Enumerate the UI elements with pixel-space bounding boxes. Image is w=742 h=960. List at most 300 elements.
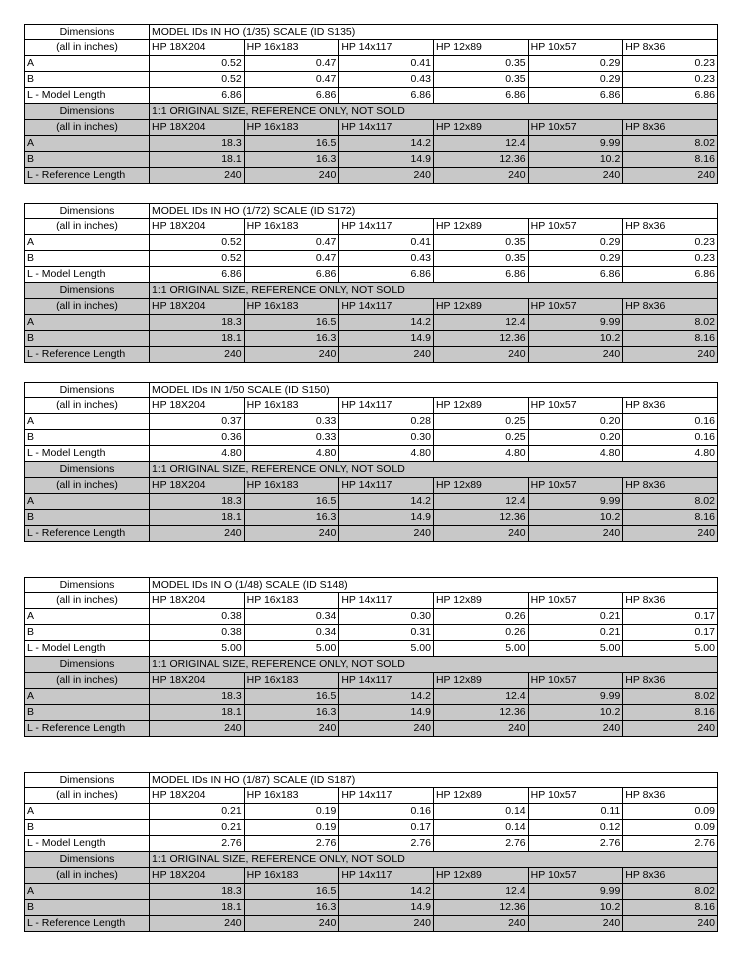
reference-column-header-row bbox=[24, 868, 718, 884]
table-cell: 0.52 bbox=[150, 56, 245, 72]
reference-row bbox=[24, 168, 718, 184]
table-cell: 0.09 bbox=[623, 804, 718, 820]
table-cell: 0.31 bbox=[339, 625, 434, 641]
column-header-row bbox=[24, 398, 718, 414]
table-row bbox=[24, 836, 718, 852]
table-cell: 16.5 bbox=[245, 315, 340, 331]
table-cell: 2.76 bbox=[529, 836, 624, 852]
table-cell: 8.02 bbox=[623, 884, 718, 900]
table-cell: 0.12 bbox=[529, 820, 624, 836]
scale-title: MODEL IDs IN 1/50 SCALE (ID S150) bbox=[150, 382, 718, 398]
column-header: HP 16x183 bbox=[245, 40, 340, 56]
table-cell: 16.5 bbox=[245, 689, 340, 705]
row-label: B bbox=[24, 625, 150, 641]
table-cell: 8.16 bbox=[623, 510, 718, 526]
column-header: HP 16x183 bbox=[245, 398, 340, 414]
table-cell: 18.1 bbox=[150, 510, 245, 526]
table-cell: 9.99 bbox=[529, 315, 624, 331]
table-cell: 240 bbox=[529, 347, 624, 363]
table-cell: 0.47 bbox=[245, 235, 340, 251]
table-row bbox=[24, 609, 718, 625]
dimensions-header: Dimensions bbox=[24, 24, 150, 40]
table-row bbox=[24, 88, 718, 104]
column-header: HP 12x89 bbox=[434, 593, 529, 609]
table-cell: 240 bbox=[339, 526, 434, 542]
column-header: HP 10x57 bbox=[529, 219, 624, 235]
column-header: HP 12x89 bbox=[434, 673, 529, 689]
table-cell: 12.4 bbox=[434, 315, 529, 331]
table-cell: 0.26 bbox=[434, 625, 529, 641]
reference-column-header-row bbox=[24, 120, 718, 136]
table-cell: 240 bbox=[339, 347, 434, 363]
row-label: B bbox=[24, 820, 150, 836]
table-cell: 0.29 bbox=[529, 72, 624, 88]
table-cell: 12.36 bbox=[434, 331, 529, 347]
table-cell: 6.86 bbox=[434, 267, 529, 283]
table-cell: 0.33 bbox=[245, 414, 340, 430]
table-cell: 10.2 bbox=[529, 510, 624, 526]
column-header: HP 8x36 bbox=[623, 398, 718, 414]
column-header: HP 18X204 bbox=[150, 673, 245, 689]
table-cell: 240 bbox=[529, 168, 624, 184]
table-cell: 16.3 bbox=[245, 900, 340, 916]
table-cell: 2.76 bbox=[434, 836, 529, 852]
row-label: B bbox=[24, 152, 150, 168]
column-header: HP 12x89 bbox=[434, 478, 529, 494]
column-header: HP 12x89 bbox=[434, 398, 529, 414]
row-label: A bbox=[24, 414, 150, 430]
table-cell: 4.80 bbox=[529, 446, 624, 462]
column-header: HP 12x89 bbox=[434, 868, 529, 884]
table-cell: 6.86 bbox=[434, 88, 529, 104]
table-cell: 0.16 bbox=[623, 430, 718, 446]
table-cell: 0.33 bbox=[245, 430, 340, 446]
table-header-row bbox=[24, 772, 718, 788]
table-cell: 0.19 bbox=[245, 804, 340, 820]
table-row bbox=[24, 625, 718, 641]
table-cell: 240 bbox=[245, 721, 340, 737]
table-cell: 240 bbox=[150, 168, 245, 184]
table-cell: 0.25 bbox=[434, 414, 529, 430]
table-cell: 240 bbox=[434, 168, 529, 184]
column-header-row bbox=[24, 788, 718, 804]
dimensions-header: Dimensions bbox=[24, 577, 150, 593]
table-cell: 16.5 bbox=[245, 136, 340, 152]
table-row bbox=[24, 267, 718, 283]
table-cell: 8.16 bbox=[623, 331, 718, 347]
table-cell: 18.3 bbox=[150, 136, 245, 152]
table-cell: 0.38 bbox=[150, 625, 245, 641]
table-cell: 6.86 bbox=[245, 88, 340, 104]
table-cell: 0.43 bbox=[339, 72, 434, 88]
table-row bbox=[24, 641, 718, 657]
reference-row bbox=[24, 152, 718, 168]
table-cell: 0.35 bbox=[434, 56, 529, 72]
reference-row bbox=[24, 331, 718, 347]
dimensions-header: Dimensions bbox=[24, 772, 150, 788]
row-label: B bbox=[24, 510, 150, 526]
reference-row bbox=[24, 916, 718, 932]
table-cell: 240 bbox=[529, 916, 624, 932]
table-cell: 0.29 bbox=[529, 235, 624, 251]
reference-title: 1:1 ORIGINAL SIZE, REFERENCE ONLY, NOT SOLD bbox=[150, 462, 718, 478]
column-header: HP 10x57 bbox=[529, 478, 624, 494]
units-header: (all in inches) bbox=[24, 219, 150, 235]
scale-title: MODEL IDs IN O (1/48) SCALE (ID S148) bbox=[150, 577, 718, 593]
column-header: HP 12x89 bbox=[434, 219, 529, 235]
table-cell: 12.36 bbox=[434, 152, 529, 168]
table-cell: 4.80 bbox=[623, 446, 718, 462]
column-header: HP 14x117 bbox=[339, 219, 434, 235]
units-header: (all in inches) bbox=[24, 299, 150, 315]
column-header: HP 16x183 bbox=[245, 593, 340, 609]
table-cell: 8.02 bbox=[623, 494, 718, 510]
dimensions-table bbox=[24, 577, 718, 737]
table-cell: 240 bbox=[623, 526, 718, 542]
table-cell: 240 bbox=[339, 168, 434, 184]
table-cell: 0.14 bbox=[434, 820, 529, 836]
table-cell: 240 bbox=[434, 721, 529, 737]
table-cell: 18.1 bbox=[150, 331, 245, 347]
table-cell: 18.3 bbox=[150, 494, 245, 510]
table-cell: 9.99 bbox=[529, 494, 624, 510]
column-header: HP 14x117 bbox=[339, 299, 434, 315]
column-header: HP 18X204 bbox=[150, 478, 245, 494]
column-header: HP 14x117 bbox=[339, 40, 434, 56]
table-cell: 2.76 bbox=[339, 836, 434, 852]
table-row bbox=[24, 56, 718, 72]
column-header: HP 8x36 bbox=[623, 673, 718, 689]
table-cell: 14.9 bbox=[339, 510, 434, 526]
table-cell: 5.00 bbox=[245, 641, 340, 657]
reference-header-row bbox=[24, 462, 718, 478]
table-cell: 8.16 bbox=[623, 152, 718, 168]
column-header: HP 8x36 bbox=[623, 299, 718, 315]
column-header: HP 10x57 bbox=[529, 40, 624, 56]
units-header: (all in inches) bbox=[24, 120, 150, 136]
column-header: HP 12x89 bbox=[434, 120, 529, 136]
row-label: A bbox=[24, 884, 150, 900]
column-header: HP 8x36 bbox=[623, 120, 718, 136]
units-header: (all in inches) bbox=[24, 398, 150, 414]
column-header: HP 14x117 bbox=[339, 120, 434, 136]
table-cell: 6.86 bbox=[339, 88, 434, 104]
units-header: (all in inches) bbox=[24, 868, 150, 884]
column-header: HP 16x183 bbox=[245, 788, 340, 804]
row-label: B bbox=[24, 251, 150, 267]
table-cell: 16.3 bbox=[245, 705, 340, 721]
table-header-row bbox=[24, 203, 718, 219]
row-label: L - Model Length bbox=[24, 641, 150, 657]
column-header: HP 10x57 bbox=[529, 868, 624, 884]
table-cell: 12.4 bbox=[434, 494, 529, 510]
reference-row bbox=[24, 347, 718, 363]
row-label: L - Reference Length bbox=[24, 721, 150, 737]
table-cell: 240 bbox=[150, 721, 245, 737]
table-cell: 4.80 bbox=[245, 446, 340, 462]
table-cell: 0.09 bbox=[623, 820, 718, 836]
table-cell: 18.1 bbox=[150, 152, 245, 168]
table-cell: 10.2 bbox=[529, 152, 624, 168]
column-header: HP 12x89 bbox=[434, 299, 529, 315]
row-label: A bbox=[24, 494, 150, 510]
reference-header-row bbox=[24, 283, 718, 299]
column-header: HP 14x117 bbox=[339, 398, 434, 414]
table-cell: 0.47 bbox=[245, 251, 340, 267]
dimensions-header: Dimensions bbox=[24, 852, 150, 868]
column-header: HP 18X204 bbox=[150, 593, 245, 609]
table-cell: 240 bbox=[245, 347, 340, 363]
table-cell: 18.1 bbox=[150, 900, 245, 916]
table-cell: 4.80 bbox=[339, 446, 434, 462]
table-cell: 14.2 bbox=[339, 689, 434, 705]
table-cell: 0.23 bbox=[623, 235, 718, 251]
table-cell: 0.30 bbox=[339, 609, 434, 625]
table-row bbox=[24, 820, 718, 836]
table-header-row bbox=[24, 382, 718, 398]
table-cell: 0.34 bbox=[245, 625, 340, 641]
table-header-row bbox=[24, 24, 718, 40]
table-cell: 240 bbox=[339, 916, 434, 932]
table-cell: 8.16 bbox=[623, 900, 718, 916]
table-cell: 16.5 bbox=[245, 494, 340, 510]
table-cell: 14.2 bbox=[339, 136, 434, 152]
table-cell: 14.2 bbox=[339, 884, 434, 900]
column-header: HP 8x36 bbox=[623, 40, 718, 56]
reference-row bbox=[24, 705, 718, 721]
table-cell: 0.20 bbox=[529, 414, 624, 430]
column-header: HP 12x89 bbox=[434, 40, 529, 56]
table-cell: 0.35 bbox=[434, 235, 529, 251]
table-cell: 0.23 bbox=[623, 251, 718, 267]
row-label: L - Model Length bbox=[24, 88, 150, 104]
table-cell: 240 bbox=[150, 347, 245, 363]
table-cell: 0.29 bbox=[529, 56, 624, 72]
table-cell: 10.2 bbox=[529, 705, 624, 721]
table-cell: 16.3 bbox=[245, 510, 340, 526]
table-cell: 0.21 bbox=[150, 820, 245, 836]
row-label: B bbox=[24, 430, 150, 446]
column-header: HP 18X204 bbox=[150, 868, 245, 884]
table-cell: 6.86 bbox=[529, 88, 624, 104]
table-cell: 0.41 bbox=[339, 235, 434, 251]
table-cell: 0.21 bbox=[529, 625, 624, 641]
table-row bbox=[24, 446, 718, 462]
column-header: HP 10x57 bbox=[529, 788, 624, 804]
reference-row bbox=[24, 721, 718, 737]
table-cell: 0.16 bbox=[339, 804, 434, 820]
column-header: HP 14x117 bbox=[339, 788, 434, 804]
table-cell: 10.2 bbox=[529, 331, 624, 347]
reference-header-row bbox=[24, 852, 718, 868]
table-cell: 0.30 bbox=[339, 430, 434, 446]
table-cell: 0.29 bbox=[529, 251, 624, 267]
column-header-row bbox=[24, 219, 718, 235]
table-cell: 0.28 bbox=[339, 414, 434, 430]
row-label: L - Reference Length bbox=[24, 526, 150, 542]
column-header: HP 18X204 bbox=[150, 120, 245, 136]
table-cell: 14.9 bbox=[339, 900, 434, 916]
table-cell: 5.00 bbox=[623, 641, 718, 657]
table-cell: 0.52 bbox=[150, 72, 245, 88]
reference-title: 1:1 ORIGINAL SIZE, REFERENCE ONLY, NOT SOLD bbox=[150, 283, 718, 299]
table-cell: 0.19 bbox=[245, 820, 340, 836]
reference-row bbox=[24, 689, 718, 705]
column-header: HP 18X204 bbox=[150, 40, 245, 56]
row-label: L - Reference Length bbox=[24, 347, 150, 363]
table-cell: 240 bbox=[434, 916, 529, 932]
table-cell: 240 bbox=[623, 721, 718, 737]
table-cell: 8.02 bbox=[623, 315, 718, 331]
dimensions-header: Dimensions bbox=[24, 283, 150, 299]
table-cell: 18.1 bbox=[150, 705, 245, 721]
table-cell: 12.4 bbox=[434, 689, 529, 705]
table-cell: 240 bbox=[529, 526, 624, 542]
table-cell: 6.86 bbox=[150, 267, 245, 283]
table-cell: 0.17 bbox=[339, 820, 434, 836]
units-header: (all in inches) bbox=[24, 40, 150, 56]
reference-row bbox=[24, 494, 718, 510]
column-header: HP 16x183 bbox=[245, 868, 340, 884]
column-header: HP 16x183 bbox=[245, 120, 340, 136]
table-cell: 5.00 bbox=[150, 641, 245, 657]
table-cell: 0.41 bbox=[339, 56, 434, 72]
table-cell: 240 bbox=[245, 168, 340, 184]
reference-column-header-row bbox=[24, 478, 718, 494]
table-row bbox=[24, 72, 718, 88]
table-cell: 0.47 bbox=[245, 56, 340, 72]
column-header: HP 8x36 bbox=[623, 788, 718, 804]
table-cell: 0.47 bbox=[245, 72, 340, 88]
row-label: L - Model Length bbox=[24, 446, 150, 462]
table-cell: 0.11 bbox=[529, 804, 624, 820]
row-label: A bbox=[24, 609, 150, 625]
table-cell: 12.36 bbox=[434, 900, 529, 916]
table-cell: 0.25 bbox=[434, 430, 529, 446]
table-cell: 18.3 bbox=[150, 689, 245, 705]
dimensions-header: Dimensions bbox=[24, 382, 150, 398]
table-cell: 6.86 bbox=[623, 267, 718, 283]
row-label: B bbox=[24, 72, 150, 88]
table-cell: 9.99 bbox=[529, 689, 624, 705]
table-cell: 14.2 bbox=[339, 494, 434, 510]
column-header: HP 18X204 bbox=[150, 299, 245, 315]
column-header: HP 14x117 bbox=[339, 593, 434, 609]
table-cell: 6.86 bbox=[150, 88, 245, 104]
table-cell: 0.52 bbox=[150, 251, 245, 267]
table-cell: 0.23 bbox=[623, 72, 718, 88]
table-row bbox=[24, 430, 718, 446]
units-header: (all in inches) bbox=[24, 673, 150, 689]
table-row bbox=[24, 251, 718, 267]
reference-column-header-row bbox=[24, 673, 718, 689]
column-header: HP 12x89 bbox=[434, 788, 529, 804]
table-cell: 0.23 bbox=[623, 56, 718, 72]
table-cell: 0.16 bbox=[623, 414, 718, 430]
column-header: HP 10x57 bbox=[529, 673, 624, 689]
table-cell: 9.99 bbox=[529, 136, 624, 152]
reference-row bbox=[24, 136, 718, 152]
scale-title: MODEL IDs IN HO (1/35) SCALE (ID S135) bbox=[150, 24, 718, 40]
reference-title: 1:1 ORIGINAL SIZE, REFERENCE ONLY, NOT SOLD bbox=[150, 852, 718, 868]
table-cell: 240 bbox=[339, 721, 434, 737]
column-header-row bbox=[24, 593, 718, 609]
units-header: (all in inches) bbox=[24, 593, 150, 609]
table-cell: 240 bbox=[623, 347, 718, 363]
table-row bbox=[24, 235, 718, 251]
table-cell: 0.21 bbox=[529, 609, 624, 625]
table-cell: 6.86 bbox=[623, 88, 718, 104]
dimensions-table bbox=[24, 203, 718, 363]
table-cell: 16.3 bbox=[245, 331, 340, 347]
column-header: HP 14x117 bbox=[339, 478, 434, 494]
scale-title: MODEL IDs IN HO (1/87) SCALE (ID S187) bbox=[150, 772, 718, 788]
table-cell: 16.5 bbox=[245, 884, 340, 900]
reference-row bbox=[24, 510, 718, 526]
row-label: L - Reference Length bbox=[24, 916, 150, 932]
table-header-row bbox=[24, 577, 718, 593]
table-cell: 16.3 bbox=[245, 152, 340, 168]
dimensions-header: Dimensions bbox=[24, 657, 150, 673]
dimensions-header: Dimensions bbox=[24, 104, 150, 120]
units-header: (all in inches) bbox=[24, 788, 150, 804]
column-header: HP 16x183 bbox=[245, 219, 340, 235]
table-cell: 2.76 bbox=[150, 836, 245, 852]
table-cell: 0.17 bbox=[623, 609, 718, 625]
row-label: L - Model Length bbox=[24, 267, 150, 283]
column-header: HP 10x57 bbox=[529, 398, 624, 414]
table-cell: 240 bbox=[623, 916, 718, 932]
table-cell: 240 bbox=[623, 168, 718, 184]
table-cell: 18.3 bbox=[150, 884, 245, 900]
table-cell: 0.37 bbox=[150, 414, 245, 430]
table-cell: 240 bbox=[245, 526, 340, 542]
table-cell: 0.21 bbox=[150, 804, 245, 820]
table-cell: 0.52 bbox=[150, 235, 245, 251]
row-label: L - Reference Length bbox=[24, 168, 150, 184]
reference-title: 1:1 ORIGINAL SIZE, REFERENCE ONLY, NOT SOLD bbox=[150, 104, 718, 120]
reference-row bbox=[24, 526, 718, 542]
row-label: A bbox=[24, 56, 150, 72]
units-header: (all in inches) bbox=[24, 478, 150, 494]
column-header: HP 18X204 bbox=[150, 398, 245, 414]
column-header: HP 10x57 bbox=[529, 299, 624, 315]
table-cell: 8.16 bbox=[623, 705, 718, 721]
column-header: HP 18X204 bbox=[150, 219, 245, 235]
table-row bbox=[24, 804, 718, 820]
table-cell: 5.00 bbox=[339, 641, 434, 657]
table-cell: 12.36 bbox=[434, 510, 529, 526]
table-cell: 240 bbox=[150, 916, 245, 932]
column-header-row bbox=[24, 40, 718, 56]
reference-column-header-row bbox=[24, 299, 718, 315]
table-cell: 240 bbox=[434, 347, 529, 363]
reference-header-row bbox=[24, 104, 718, 120]
row-label: B bbox=[24, 900, 150, 916]
row-label: A bbox=[24, 235, 150, 251]
table-cell: 12.4 bbox=[434, 136, 529, 152]
row-label: A bbox=[24, 689, 150, 705]
table-row bbox=[24, 414, 718, 430]
row-label: L - Model Length bbox=[24, 836, 150, 852]
table-cell: 14.2 bbox=[339, 315, 434, 331]
table-cell: 0.35 bbox=[434, 251, 529, 267]
table-cell: 10.2 bbox=[529, 900, 624, 916]
reference-title: 1:1 ORIGINAL SIZE, REFERENCE ONLY, NOT SOLD bbox=[150, 657, 718, 673]
row-label: B bbox=[24, 705, 150, 721]
row-label: A bbox=[24, 136, 150, 152]
reference-header-row bbox=[24, 657, 718, 673]
